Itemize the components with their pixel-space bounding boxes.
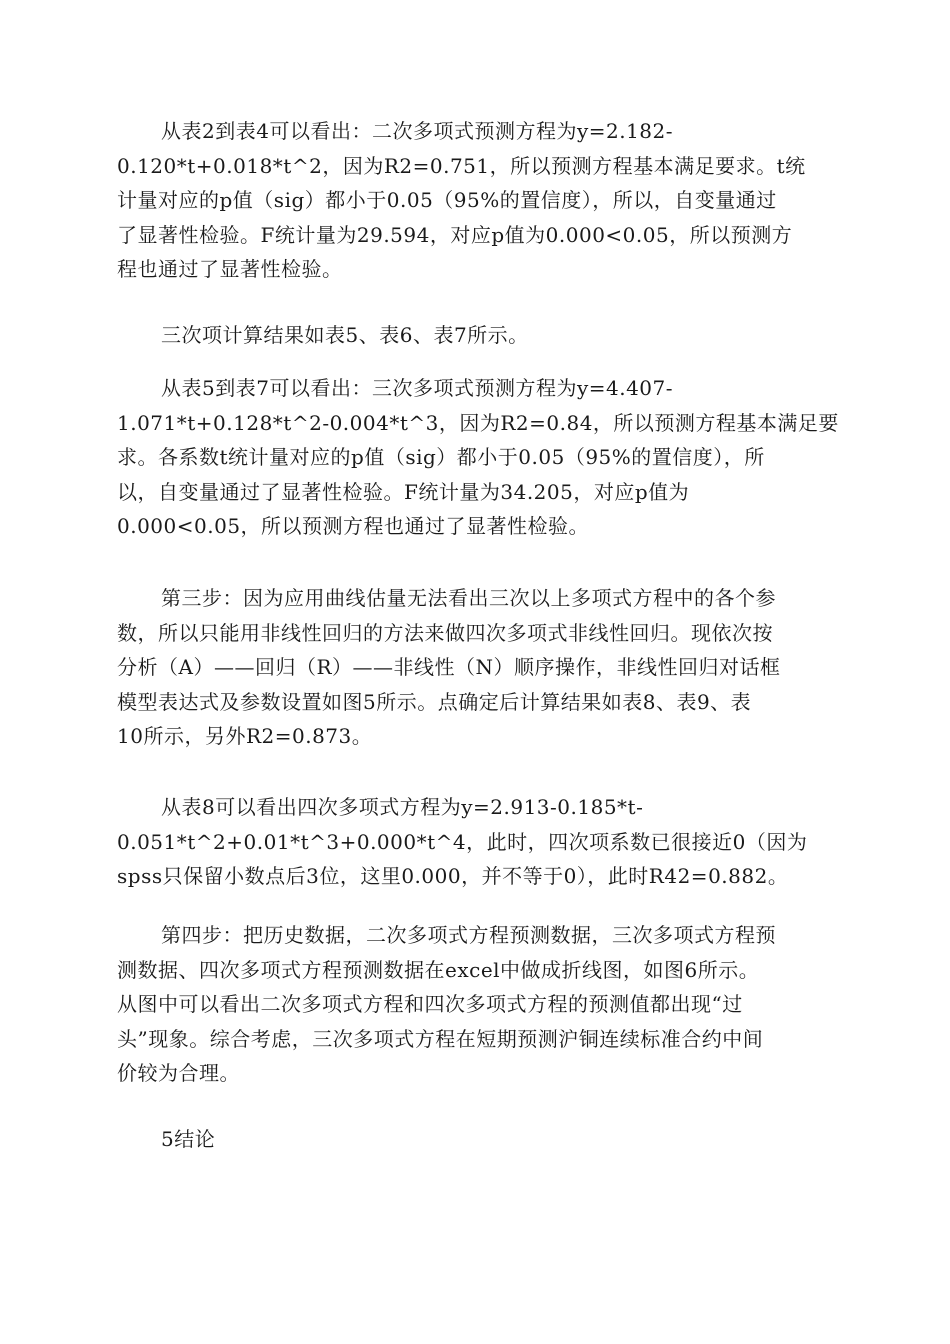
text-line: 求。各系数t统计量对应的p值（sig）都小于0.05（95%的置信度），所 [117,445,765,469]
text-line: 第四步：把历史数据，二次多项式方程预测数据，三次多项式方程预 [161,923,776,947]
paragraph-step-four [117,918,837,1091]
text-line: 程也通过了显著性检验。 [117,257,343,281]
paragraph-cubic-analysis [117,371,837,544]
text-line: 5结论 [161,1127,216,1151]
paragraph-cubic-intro [117,318,837,353]
section-heading-conclusion [117,1122,837,1157]
text-line: 模型表达式及参数设置如图5所示。点确定后计算结果如表8、表9、表 [117,689,752,714]
paragraph-quadratic-analysis [117,114,837,287]
text-line: 从表5到表7可以看出：三次多项式预测方程为y=4.407- [161,376,674,400]
text-line: 从表8可以看出四次多项式方程为y=2.913-0.185*t- [161,795,644,819]
text-line: 价较为合理。 [117,1061,240,1085]
text-line: 第三步：因为应用曲线估量无法看出三次以上多项式方程中的各个参 [161,586,776,610]
text-line: spss只保留小数点后3位，这里0.000，并不等于0），此时R42=0.882。 [117,864,789,888]
text-line: 分析（A）——回归（R）——非线性（N）顺序操作，非线性回归对话框 [117,655,781,679]
text-line: 计量对应的p值（sig）都小于0.05（95%的置信度），所以，自变量通过 [117,188,777,212]
text-line: 0.000<0.05，所以预测方程也通过了显著性检验。 [117,514,590,538]
text-line: 数，所以只能用非线性回归的方法来做四次多项式非线性回归。现依次按 [117,620,773,645]
text-line: 10所示，另外R2=0.873。 [117,724,373,748]
text-line: 0.051*t^2+0.01*t^3+0.000*t^4，此时，四次项系数已很接近0（因为 [117,829,808,854]
text-line: 头”现象。综合考虑，三次多项式方程在短期预测沪铜连续标准合约中间 [117,1026,764,1051]
paragraph-quartic-analysis [117,790,837,894]
text-line: 从图中可以看出二次多项式方程和四次多项式方程的预测值都出现“过 [117,992,743,1016]
text-line: 了显著性检验。F统计量为29.594，对应p值为0.000<0.05，所以预测方 [117,222,793,247]
text-line: 三次项计算结果如表5、表6、表7所示。 [161,323,529,347]
text-line: 从表2到表4可以看出：二次多项式预测方程为y=2.182- [161,119,674,143]
text-line: 以，自变量通过了显著性检验。F统计量为34.205，对应p值为 [117,479,690,504]
text-line: 1.071*t+0.128*t^2-0.004*t^3，因为R2=0.84，所以预测方程基本满足要 [117,410,839,435]
text-line: 测数据、四次多项式方程预测数据在excel中做成折线图，如图6所示。 [117,957,760,982]
paragraph-step-three [117,581,837,754]
text-line: 0.120*t+0.018*t^2，因为R2=0.751，所以预测方程基本满足要求。t统 [117,153,806,178]
